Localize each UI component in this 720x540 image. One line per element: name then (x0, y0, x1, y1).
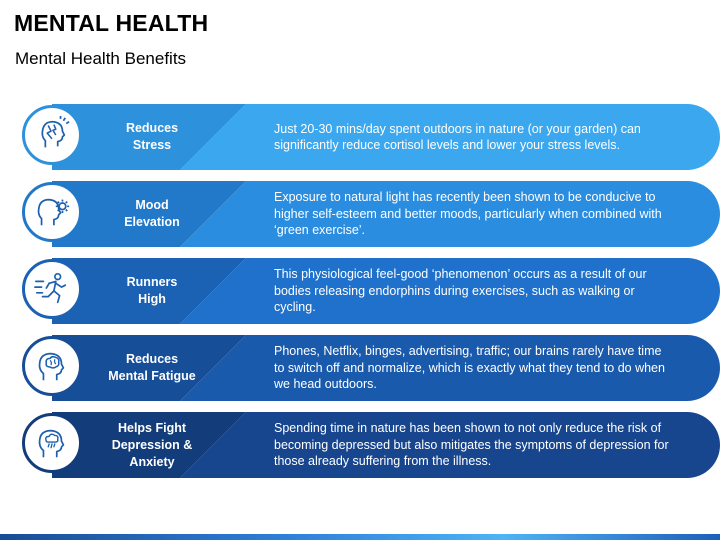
benefit-label: Reduces Stress (125, 121, 179, 152)
benefit-description: This physiological feel-good ‘phenomenon’ occurs as a result of our bodies releasing endorphins during exercises, such as walking or cycling. (274, 267, 647, 315)
benefit-description: Exposure to natural light has recently been shown to be conducive to higher self-esteem and better moods, particularly when combined with ‘green exercise’. (274, 190, 662, 238)
benefit-label: Runners High (126, 275, 178, 306)
benefit-row-mood-elevation (0, 181, 720, 247)
stressed-head-icon (33, 116, 71, 154)
benefit-label: Reduces Mental Fatigue (108, 352, 196, 383)
icon-circle (22, 105, 82, 165)
benefit-description: Spending time in nature has been shown to not only reduce the risk of becoming depressed but also mitigates the symptoms of depression for those already suffering from the illness. (274, 421, 669, 469)
head-gear-icon (33, 193, 71, 231)
benefit-row-fight-depression-anxiety (0, 412, 720, 478)
benefit-label: Helps Fight Depression & Anxiety (111, 420, 193, 469)
runner-icon (33, 270, 71, 308)
benefit-description: Phones, Netflix, binges, advertising, traffic; our brains rarely have time to switch off and normalize, which is exactly what they tend to do when we head outdoors. (274, 344, 665, 392)
footer-gradient-bar (0, 534, 720, 540)
icon-circle (22, 413, 82, 473)
benefit-row-reduces-mental-fatigue (0, 335, 720, 401)
icon-circle (22, 336, 82, 396)
benefit-row-reduces-stress (0, 104, 720, 170)
head-cloud-icon (33, 424, 71, 462)
benefit-description: Just 20-30 mins/day spent outdoors in nature (or your garden) can significantly reduce cortisol levels and lower your stress levels. (274, 121, 641, 152)
icon-circle (22, 259, 82, 319)
benefit-row-runners-high (0, 258, 720, 324)
page-subtitle: Mental Health Benefits (15, 49, 187, 68)
benefit-label: Mood Elevation (124, 198, 180, 229)
page-title: MENTAL HEALTH (14, 10, 209, 36)
icon-circle (22, 182, 82, 242)
head-brain-icon (33, 347, 71, 385)
